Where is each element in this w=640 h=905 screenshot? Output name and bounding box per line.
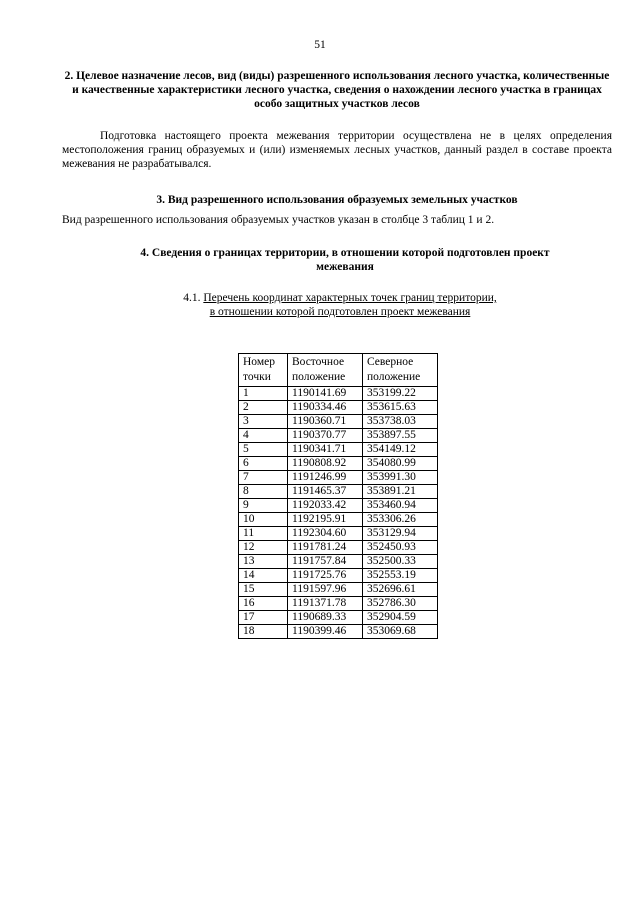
point-number-cell: 8 xyxy=(239,485,288,499)
header-point-number-text: Номер точки xyxy=(243,356,275,383)
north-coordinate-cell: 353306.26 xyxy=(363,513,438,527)
north-coordinate-cell: 353129.94 xyxy=(363,527,438,541)
point-number-cell: 13 xyxy=(239,555,288,569)
east-coordinate-cell: 1190689.33 xyxy=(288,611,363,625)
east-coordinate-cell: 1190808.92 xyxy=(288,457,363,471)
point-number-cell: 6 xyxy=(239,457,288,471)
east-coordinate-cell: 1191781.24 xyxy=(288,541,363,555)
north-coordinate-cell: 352500.33 xyxy=(363,555,438,569)
point-number-cell: 3 xyxy=(239,415,288,429)
north-coordinate-cell: 352450.93 xyxy=(363,541,438,555)
section-3-heading: 3. Вид разрешенного использования образуемых земельных участков xyxy=(156,194,518,206)
header-east-text: Восточное положение xyxy=(292,356,346,383)
east-coordinate-cell: 1190399.46 xyxy=(288,625,363,639)
north-coordinate-cell: 353069.68 xyxy=(363,625,438,639)
point-number-cell: 1 xyxy=(239,387,288,401)
table-row xyxy=(239,583,438,597)
table-row xyxy=(239,541,438,555)
table-row xyxy=(239,527,438,541)
east-coordinate-cell: 1192195.91 xyxy=(288,513,363,527)
header-north-text: Северное положение xyxy=(367,356,421,383)
east-coordinate-cell: 1190341.71 xyxy=(288,443,363,457)
east-coordinate-cell: 1191757.84 xyxy=(288,555,363,569)
table-row xyxy=(239,485,438,499)
north-coordinate-cell: 352553.19 xyxy=(363,569,438,583)
north-coordinate-cell: 352696.61 xyxy=(363,583,438,597)
north-coordinate-cell: 354149.12 xyxy=(363,443,438,457)
point-number-cell: 18 xyxy=(239,625,288,639)
table-row xyxy=(239,513,438,527)
east-coordinate-cell: 1191246.99 xyxy=(288,471,363,485)
north-coordinate-cell: 353738.03 xyxy=(363,415,438,429)
north-coordinate-cell: 354080.99 xyxy=(363,457,438,471)
east-coordinate-cell: 1191371.78 xyxy=(288,597,363,611)
table-row xyxy=(239,569,438,583)
point-number-cell: 5 xyxy=(239,443,288,457)
page-number: 51 xyxy=(314,39,326,51)
point-number-cell: 10 xyxy=(239,513,288,527)
east-coordinate-cell: 1191725.76 xyxy=(288,569,363,583)
section-2-heading: 2. Целевое назначение лесов, вид (виды) разрешенного использования лесного участка, количественные и качественные характеристики лесного участка, сведения о нахождении лесного участка в границах особо защитных участков лесов xyxy=(64,70,610,110)
subsection-title-line1: Перечень координат характерных точек границ территории, xyxy=(203,292,497,304)
north-coordinate-cell: 353460.94 xyxy=(363,499,438,513)
section-2-paragraph: Подготовка настоящего проекта межевания территории осуществлена не в целях определения местоположения границ образуемых и (или) изменяемых лесных участков, данный раздел в составе проекта межевания не разрабатывался. xyxy=(62,130,612,170)
table-row xyxy=(239,457,438,471)
table-row xyxy=(239,471,438,485)
east-coordinate-cell: 1191597.96 xyxy=(288,583,363,597)
north-coordinate-cell: 353891.21 xyxy=(363,485,438,499)
point-number-cell: 2 xyxy=(239,401,288,415)
east-coordinate-cell: 1190141.69 xyxy=(288,387,363,401)
point-number-cell: 11 xyxy=(239,527,288,541)
table-row xyxy=(239,499,438,513)
east-coordinate-cell: 1190360.71 xyxy=(288,415,363,429)
point-number-cell: 14 xyxy=(239,569,288,583)
coordinates-table xyxy=(238,353,438,639)
section-4-heading: 4. Сведения о границах территории, в отношении которой подготовлен проект межевания xyxy=(140,247,550,273)
north-coordinate-cell: 353615.63 xyxy=(363,401,438,415)
table-row xyxy=(239,387,438,401)
table-row xyxy=(239,429,438,443)
header-east xyxy=(288,354,363,387)
table-row xyxy=(239,555,438,569)
north-coordinate-cell: 353199.22 xyxy=(363,387,438,401)
point-number-cell: 17 xyxy=(239,611,288,625)
subsection-number: 4.1. xyxy=(183,292,201,304)
east-coordinate-cell: 1192304.60 xyxy=(288,527,363,541)
north-coordinate-cell: 353991.30 xyxy=(363,471,438,485)
header-point-number xyxy=(239,354,288,387)
point-number-cell: 7 xyxy=(239,471,288,485)
north-coordinate-cell: 352786.30 xyxy=(363,597,438,611)
subsection-title-line2: в отношении которой подготовлен проект межевания xyxy=(209,306,471,318)
table-row xyxy=(239,401,438,415)
subsection-4-1-heading xyxy=(130,291,550,319)
table-row xyxy=(239,611,438,625)
north-coordinate-cell: 353897.55 xyxy=(363,429,438,443)
point-number-cell: 12 xyxy=(239,541,288,555)
east-coordinate-cell: 1190334.46 xyxy=(288,401,363,415)
point-number-cell: 9 xyxy=(239,499,288,513)
point-number-cell: 16 xyxy=(239,597,288,611)
east-coordinate-cell: 1191465.37 xyxy=(288,485,363,499)
table-body xyxy=(239,387,438,639)
table-row xyxy=(239,415,438,429)
point-number-cell: 4 xyxy=(239,429,288,443)
east-coordinate-cell: 1190370.77 xyxy=(288,429,363,443)
point-number-cell: 15 xyxy=(239,583,288,597)
section-3-paragraph: Вид разрешенного использования образуемых участков указан в столбце 3 таблиц 1 и 2. xyxy=(62,214,495,226)
table-header-row xyxy=(239,354,438,387)
header-north xyxy=(363,354,438,387)
east-coordinate-cell: 1192033.42 xyxy=(288,499,363,513)
table-row xyxy=(239,443,438,457)
table-row xyxy=(239,625,438,639)
north-coordinate-cell: 352904.59 xyxy=(363,611,438,625)
table-row xyxy=(239,597,438,611)
